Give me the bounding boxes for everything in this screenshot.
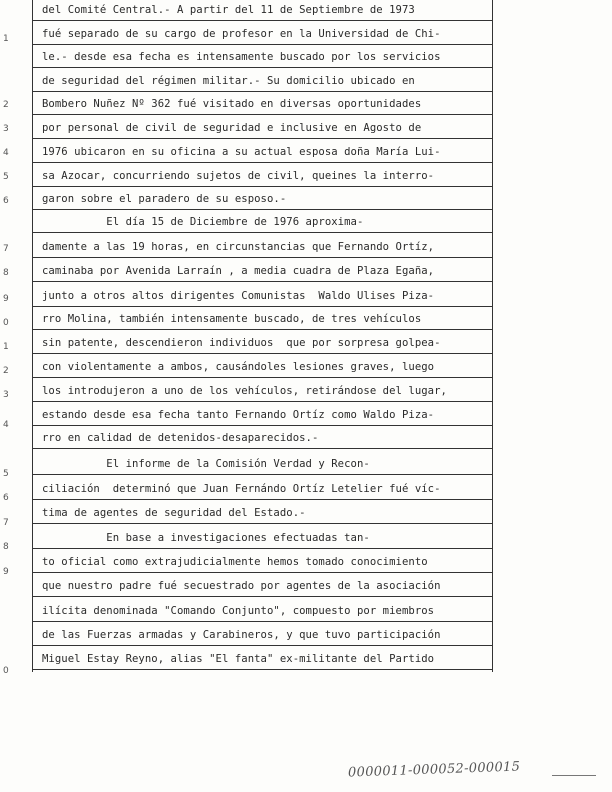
text-line: tima de agentes de seguridad del Estado.- bbox=[42, 507, 306, 519]
text-line: caminaba por Avenida Larraín , a media cuadra de Plaza Egaña, bbox=[42, 265, 435, 277]
margin-marker: 5 bbox=[3, 469, 9, 479]
text-line: ciliación determinó que Juan Fernándo Ortíz Letelier fué víc- bbox=[42, 483, 441, 495]
right-margin-rule bbox=[492, 0, 493, 672]
text-line: En base a investigaciones efectuadas tan- bbox=[42, 532, 370, 544]
text-line: los introdujeron a uno de los vehículos, retirándose del lugar, bbox=[42, 385, 447, 397]
ruled-line bbox=[32, 306, 492, 307]
ruled-line bbox=[32, 425, 492, 426]
text-line: El día 15 de Diciembre de 1976 aproxima- bbox=[42, 216, 364, 228]
ruled-line bbox=[32, 91, 492, 92]
text-line: sa Azocar, concurriendo sujetos de civil, queines la interro- bbox=[42, 170, 435, 182]
text-line: to oficial como extrajudicialmente hemos tomado conocimiento bbox=[42, 556, 428, 568]
text-line: fué separado de su cargo de profesor en la Universidad de Chi- bbox=[42, 28, 441, 40]
ruled-line bbox=[32, 281, 492, 282]
ruled-line bbox=[32, 67, 492, 68]
text-line: Miguel Estay Reyno, alias "El fanta" ex-militante del Partido bbox=[42, 653, 435, 665]
margin-marker: 8 bbox=[3, 268, 9, 278]
ruled-line bbox=[32, 232, 492, 233]
ruled-line bbox=[32, 596, 492, 597]
text-line: rro en calidad de detenidos-desaparecidos.- bbox=[42, 432, 319, 444]
margin-marker: 4 bbox=[3, 420, 9, 430]
margin-marker: 6 bbox=[3, 196, 9, 206]
ruled-line bbox=[32, 162, 492, 163]
text-line: que nuestro padre fué secuestrado por agentes de la asociación bbox=[42, 580, 441, 592]
ruled-line bbox=[32, 186, 492, 187]
margin-marker: 1 bbox=[3, 34, 9, 44]
text-line: le.- desde esa fecha es intensamente buscado por los servicios bbox=[42, 51, 441, 63]
margin-marker: 8 bbox=[3, 542, 9, 552]
ruled-line bbox=[32, 377, 492, 378]
ruled-line bbox=[32, 353, 492, 354]
text-line: de las Fuerzas armadas y Carabineros, y que tuvo participación bbox=[42, 629, 441, 641]
margin-marker: 7 bbox=[3, 244, 9, 254]
ruled-line bbox=[32, 523, 492, 524]
margin-marker: 5 bbox=[3, 172, 9, 182]
text-line: por personal de civil de seguridad e inclusive en Agosto de bbox=[42, 122, 422, 134]
ruled-line bbox=[32, 474, 492, 475]
ruled-line bbox=[32, 209, 492, 210]
ruled-line bbox=[32, 114, 492, 115]
margin-marker: 9 bbox=[3, 294, 9, 304]
ruled-line bbox=[32, 548, 492, 549]
ruled-line bbox=[32, 401, 492, 402]
ruled-line bbox=[32, 257, 492, 258]
text-line: con violentamente a ambos, causándoles lesiones graves, luego bbox=[42, 361, 435, 373]
margin-marker: 1 bbox=[3, 342, 9, 352]
ruled-line bbox=[32, 138, 492, 139]
ruled-line bbox=[32, 448, 492, 449]
text-line: ilícita denominada "Comando Conjunto", compuesto por miembros bbox=[42, 605, 435, 617]
handwritten-dash bbox=[552, 775, 596, 776]
margin-marker: 2 bbox=[3, 366, 9, 376]
handwritten-folio-number: 0000011-000052-000015 bbox=[347, 759, 521, 781]
ruled-line bbox=[32, 499, 492, 500]
margin-marker: 9 bbox=[3, 567, 9, 577]
text-line: 1976 ubicaron en su oficina a su actual esposa doña María Lui- bbox=[42, 146, 441, 158]
text-line: sin patente, descendieron individuos que por sorpresa golpea- bbox=[42, 337, 441, 349]
text-line: rro Molina, también intensamente buscado, de tres vehículos bbox=[42, 313, 422, 325]
margin-marker: 3 bbox=[3, 390, 9, 400]
text-line: de seguridad del régimen militar.- Su domicilio ubicado en bbox=[42, 75, 415, 87]
margin-marker: 6 bbox=[3, 493, 9, 503]
ruled-line bbox=[32, 329, 492, 330]
text-line: Bombero Nuñez Nº 362 fué visitado en diversas oportunidades bbox=[42, 98, 422, 110]
margin-marker: 2 bbox=[3, 100, 9, 110]
margin-marker: 3 bbox=[3, 124, 9, 134]
text-line: garon sobre el paradero de su esposo.- bbox=[42, 193, 287, 205]
ruled-line bbox=[32, 44, 492, 45]
text-line: damente a las 19 horas, en circunstancias que Fernando Ortíz, bbox=[42, 241, 435, 253]
ruled-line bbox=[32, 669, 492, 670]
text-line: junto a otros altos dirigentes Comunistas Waldo Ulises Piza- bbox=[42, 290, 435, 302]
ruled-line bbox=[32, 645, 492, 646]
text-line: del Comité Central.- A partir del 11 de Septiembre de 1973 bbox=[42, 4, 415, 16]
margin-marker: 0 bbox=[3, 666, 9, 676]
text-line: estando desde esa fecha tanto Fernando Ortíz como Waldo Piza- bbox=[42, 409, 435, 421]
ruled-line bbox=[32, 621, 492, 622]
ruled-line bbox=[32, 572, 492, 573]
margin-marker: 0 bbox=[3, 318, 9, 328]
ruled-line bbox=[32, 20, 492, 21]
text-line: El informe de la Comisión Verdad y Recon- bbox=[42, 458, 370, 470]
margin-marker: 4 bbox=[3, 148, 9, 158]
margin-marker: 7 bbox=[3, 518, 9, 528]
